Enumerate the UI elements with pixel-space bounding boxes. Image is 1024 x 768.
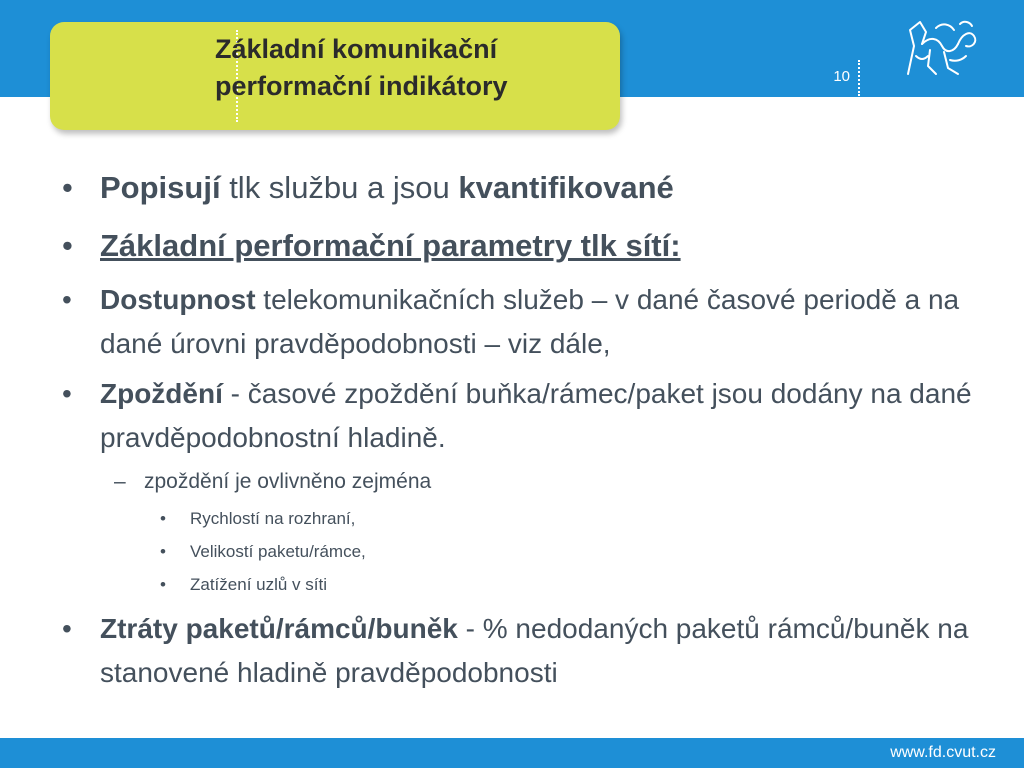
bullet-text bbox=[100, 162, 982, 214]
bullet-strong: Dostupnost bbox=[100, 284, 256, 315]
bullet-mid: tlk službu a jsou bbox=[220, 170, 459, 205]
lion-logo-icon bbox=[900, 16, 980, 78]
bullet-body: - % nedodaných paketů rámců/buněk na stanovené hladině pravděpodobnosti bbox=[100, 613, 969, 688]
sub-sub-bullet bbox=[160, 568, 982, 601]
bullet-text bbox=[100, 372, 982, 460]
bullet-parameters-heading bbox=[62, 220, 982, 272]
page-number-divider bbox=[858, 60, 860, 96]
slide-title: Základní komunikační performační indikátory bbox=[215, 34, 508, 101]
sub-sub-bullet-text: Zatížení uzlů v síti bbox=[190, 575, 327, 594]
bullet-strong-2: kvantifikované bbox=[458, 170, 674, 205]
bullet-strong: Popisují bbox=[100, 170, 221, 205]
page-number: 10 bbox=[833, 68, 850, 85]
bullet-marker: • bbox=[160, 575, 166, 594]
sub-sub-bullet bbox=[160, 502, 982, 535]
bullet-marker: • bbox=[160, 542, 166, 561]
bullet-text bbox=[100, 278, 982, 366]
bullet-strong: Zpoždění bbox=[100, 378, 223, 409]
bullet-marker: • bbox=[62, 613, 72, 644]
bullet-strong: Ztráty paketů/rámců/buněk bbox=[100, 613, 458, 644]
bullet-marker: • bbox=[62, 228, 73, 263]
bullet-popisuji bbox=[62, 162, 982, 214]
dash-marker: – bbox=[114, 470, 126, 493]
slide-content bbox=[62, 162, 982, 701]
footer-band bbox=[0, 738, 1024, 768]
bullet-body: telekomunikačních služeb – v dané časové periodě a na dané úrovni pravděpodobnosti – viz dále, bbox=[100, 284, 960, 359]
bullet-marker: • bbox=[160, 509, 166, 528]
bullet-marker: • bbox=[62, 378, 72, 409]
sub-bullet-text: zpoždění je ovlivněno zejména bbox=[144, 470, 432, 493]
bullet-marker: • bbox=[62, 170, 73, 205]
bullet-body: - časové zpoždění buňka/rámec/paket jsou dodány na dané pravděpodobnostní hladině. bbox=[100, 378, 972, 453]
bullet-ztraty bbox=[62, 607, 982, 695]
bullet-text: Základní performační parametry tlk sítí: bbox=[100, 228, 681, 263]
bullet-zpozdeni bbox=[62, 372, 982, 460]
bullet-text bbox=[100, 607, 982, 695]
bullet-dostupnost bbox=[62, 278, 982, 366]
sub-sub-bullet-text: Rychlostí na rozhraní, bbox=[190, 509, 356, 528]
sub-sub-bullet-text: Velikostí paketu/rámce, bbox=[190, 542, 366, 561]
sub-sub-bullet bbox=[160, 535, 982, 568]
title-box bbox=[50, 22, 620, 130]
bullet-marker: • bbox=[62, 284, 72, 315]
footer-url: www.fd.cvut.cz bbox=[890, 744, 996, 761]
sub-bullet-zpozdeni bbox=[114, 466, 982, 498]
